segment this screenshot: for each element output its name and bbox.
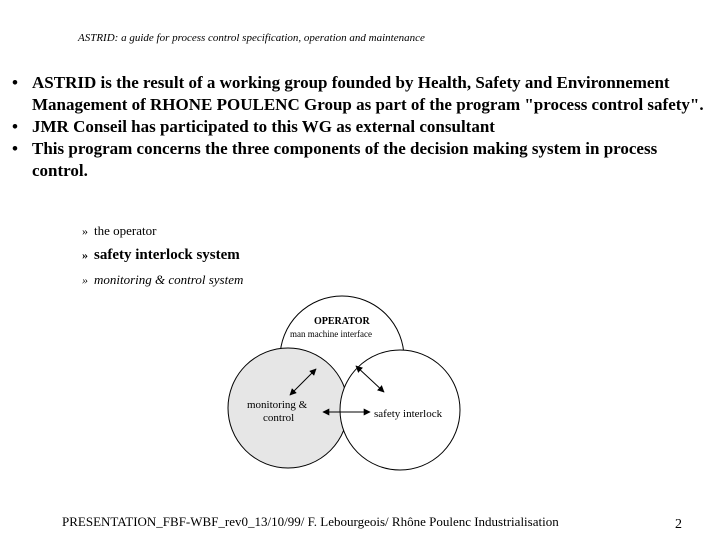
sub-item-text: the operator: [94, 223, 157, 238]
sub-item-text: monitoring & control system: [94, 272, 244, 287]
bullet-text: This program concerns the three components of the decision making system in process control.: [32, 139, 658, 180]
monitoring-label-1: monitoring &: [247, 399, 308, 411]
bullet-text: JMR Conseil has participated to this WG as external consultant: [32, 117, 495, 136]
bullet-dot: •: [12, 139, 18, 158]
slide-header: ASTRID: a guide for process control specification, operation and maintenance: [78, 32, 425, 44]
bullet-text: ASTRID is the result of a working group founded by Health, Safety and Environnement Management of RHONE POULENC Group as part of the program "process control safety".: [32, 73, 704, 114]
page-number: 2: [675, 517, 682, 532]
monitoring-label-2: control: [263, 412, 295, 424]
sub-mark: »: [82, 224, 88, 238]
safety-label: safety interlock: [374, 408, 443, 420]
sub-mark: »: [82, 248, 88, 262]
operator-subtitle: man machine interface: [290, 329, 372, 339]
operator-title: OPERATOR: [314, 316, 370, 327]
sub-item-text: safety interlock system: [94, 247, 240, 263]
footer-text: PRESENTATION_FBF-WBF_rev0_13/10/99/ F. Lebourgeois/ Rhône Poulenc Industrialisation: [62, 514, 559, 529]
sub-mark: »: [82, 273, 88, 287]
bullet-dot: •: [12, 73, 18, 92]
bullet-dot: •: [12, 117, 18, 136]
